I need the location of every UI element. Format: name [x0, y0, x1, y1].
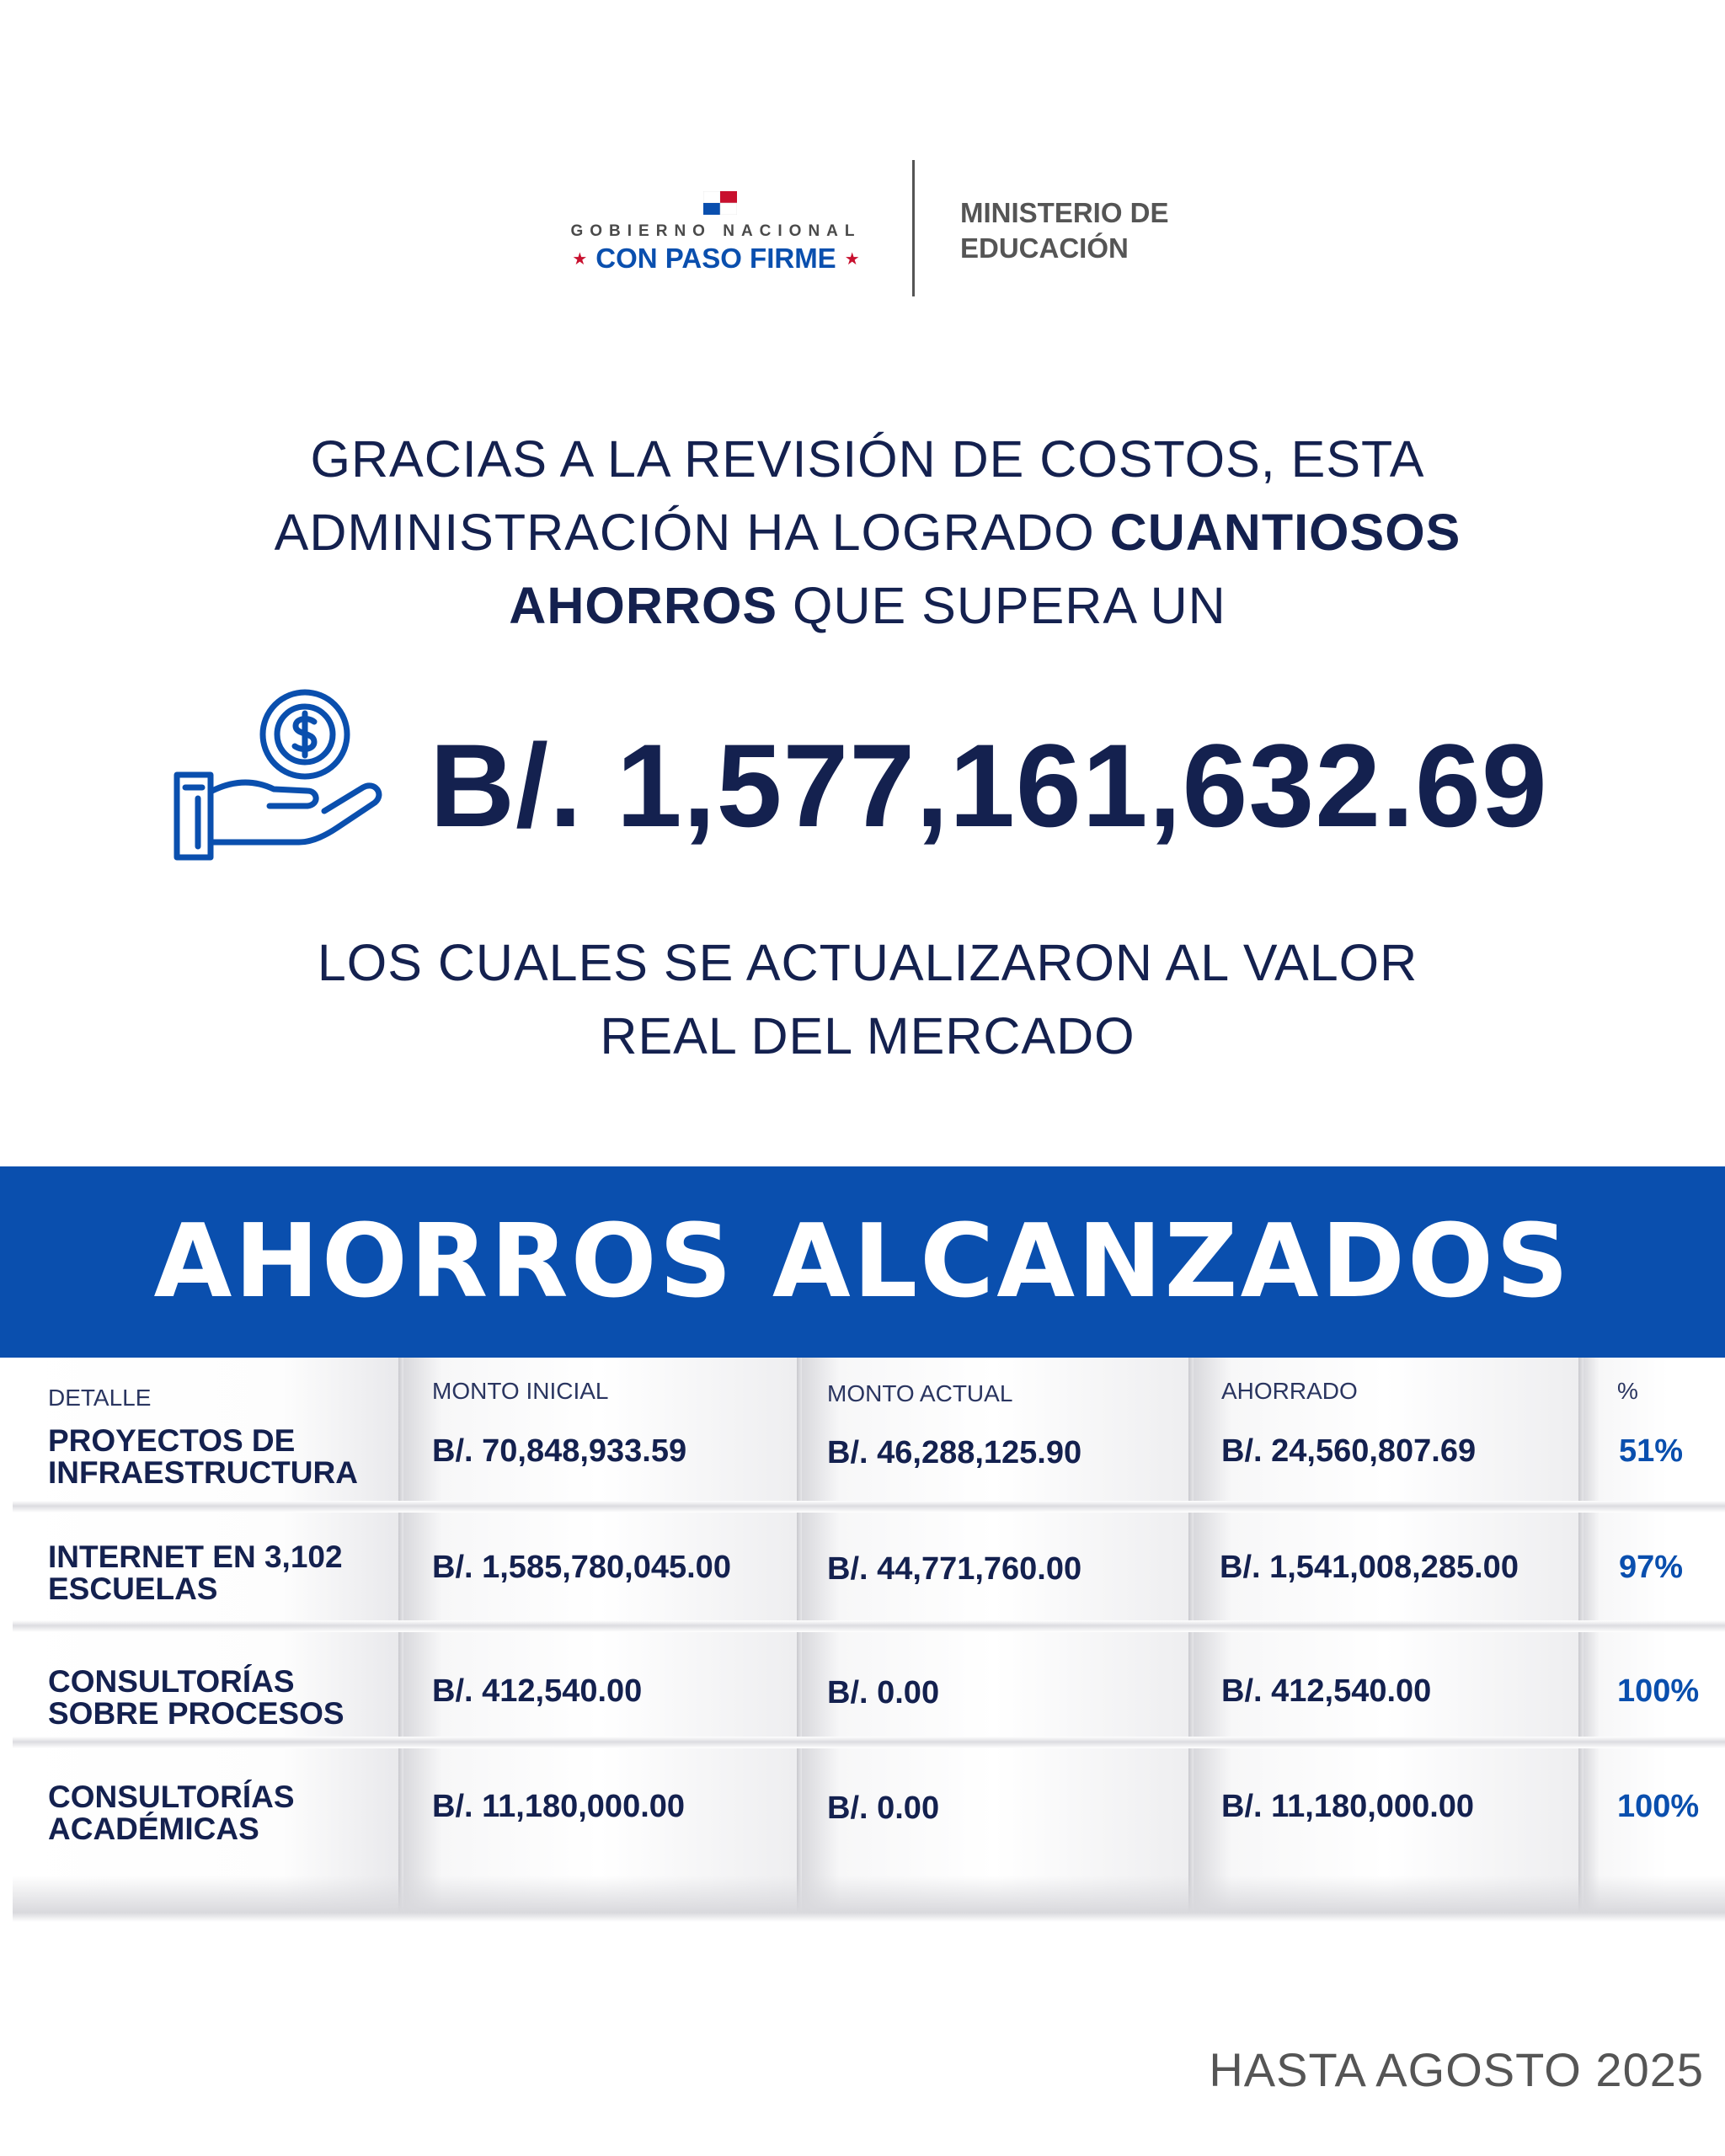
- intro-line2: [152, 496, 1583, 569]
- money-hand-icon: [173, 686, 383, 863]
- row-separator: [13, 1501, 1725, 1513]
- table-bottom-shadow: [13, 1876, 1725, 1922]
- current-amount: B/. 0.00: [827, 1675, 940, 1710]
- intro-text: [152, 423, 1583, 643]
- total-savings-amount: B/. 1,577,161,632.69: [430, 719, 1548, 851]
- header-detail: DETALLE: [48, 1385, 152, 1411]
- saved-percent: 97%: [1619, 1550, 1684, 1585]
- header-saved: AHORRADO: [1221, 1378, 1358, 1404]
- saved-amount: B/. 11,180,000.00: [1221, 1789, 1475, 1824]
- initial-amount: B/. 11,180,000.00: [432, 1789, 686, 1824]
- column-separator: [1188, 1358, 1194, 1918]
- saved-amount: B/. 24,560,807.69: [1221, 1433, 1477, 1469]
- ministry-line1: MINISTERIO DE: [960, 197, 1169, 228]
- saved-percent: 51%: [1619, 1433, 1684, 1469]
- detail-line1: INTERNET EN 3,102: [48, 1540, 343, 1574]
- logo-line2: CON PASO FIRME: [595, 243, 836, 274]
- header-divider: [912, 160, 915, 296]
- logo-line1: GOBIERNO NACIONAL: [570, 222, 862, 240]
- column-separator: [1578, 1358, 1583, 1918]
- initial-amount: B/. 1,585,780,045.00: [432, 1550, 731, 1585]
- ministry-line2: EDUCACIÓN: [960, 232, 1129, 264]
- saved-amount: B/. 1,541,008,285.00: [1220, 1550, 1519, 1585]
- market-line1: LOS CUALES SE ACTUALIZARON AL VALOR: [317, 934, 1418, 991]
- current-amount: B/. 0.00: [827, 1790, 940, 1826]
- row-separator: [13, 1620, 1725, 1632]
- intro-line3-bold: AHORROS: [509, 577, 778, 634]
- detail-line2: ESCUELAS: [48, 1572, 218, 1606]
- star-icon: ★: [844, 249, 860, 269]
- header-current: MONTO ACTUAL: [827, 1380, 1013, 1406]
- intro-line2-plain: ADMINISTRACIÓN HA LOGRADO: [274, 504, 1110, 561]
- initial-amount: B/. 412,540.00: [432, 1673, 643, 1709]
- market-text: [236, 926, 1499, 1073]
- intro-line3-plain: QUE SUPERA UN: [777, 577, 1226, 634]
- detail-line1: CONSULTORÍAS: [48, 1664, 295, 1699]
- detail-line2: SOBRE PROCESOS: [48, 1696, 344, 1731]
- detail-line1: PROYECTOS DE: [48, 1423, 296, 1458]
- initial-amount: B/. 70,848,933.59: [432, 1433, 687, 1469]
- current-amount: B/. 44,771,760.00: [827, 1551, 1082, 1587]
- footer-date-note: HASTA AGOSTO 2025: [1209, 2043, 1704, 2096]
- panama-flag-icon: [703, 191, 737, 215]
- logo-line2-row: [564, 243, 868, 275]
- ministry-logo: [960, 195, 1169, 266]
- row-separator: [13, 1737, 1725, 1748]
- banner-title: AHORROS ALCANZADOS: [153, 1203, 1572, 1321]
- detail-line2: INFRAESTRUCTURA: [48, 1455, 358, 1490]
- intro-line2-bold: CUANTIOSOS: [1109, 504, 1461, 561]
- header-initial: MONTO INICIAL: [432, 1378, 609, 1404]
- gobierno-logo: [564, 187, 868, 280]
- savings-banner: [0, 1166, 1725, 1358]
- table-row-detail: [48, 1781, 410, 1845]
- header-percent: %: [1617, 1378, 1638, 1404]
- detail-line2: ACADÉMICAS: [48, 1812, 259, 1846]
- saved-percent: 100%: [1617, 1789, 1700, 1824]
- current-amount: B/. 46,288,125.90: [827, 1435, 1082, 1470]
- savings-table: [0, 1358, 1725, 1922]
- star-icon: ★: [572, 249, 588, 269]
- intro-line3: [152, 569, 1583, 643]
- saved-amount: B/. 412,540.00: [1221, 1673, 1432, 1709]
- column-separator: [797, 1358, 802, 1918]
- table-row-detail: [48, 1666, 410, 1730]
- table-row-detail: [48, 1425, 410, 1489]
- market-line2: REAL DEL MERCADO: [600, 1007, 1135, 1065]
- intro-line1: GRACIAS A LA REVISIÓN DE COSTOS, ESTA: [310, 430, 1425, 488]
- table-row-detail: [48, 1541, 410, 1605]
- detail-line1: CONSULTORÍAS: [48, 1780, 295, 1814]
- saved-percent: 100%: [1617, 1673, 1700, 1709]
